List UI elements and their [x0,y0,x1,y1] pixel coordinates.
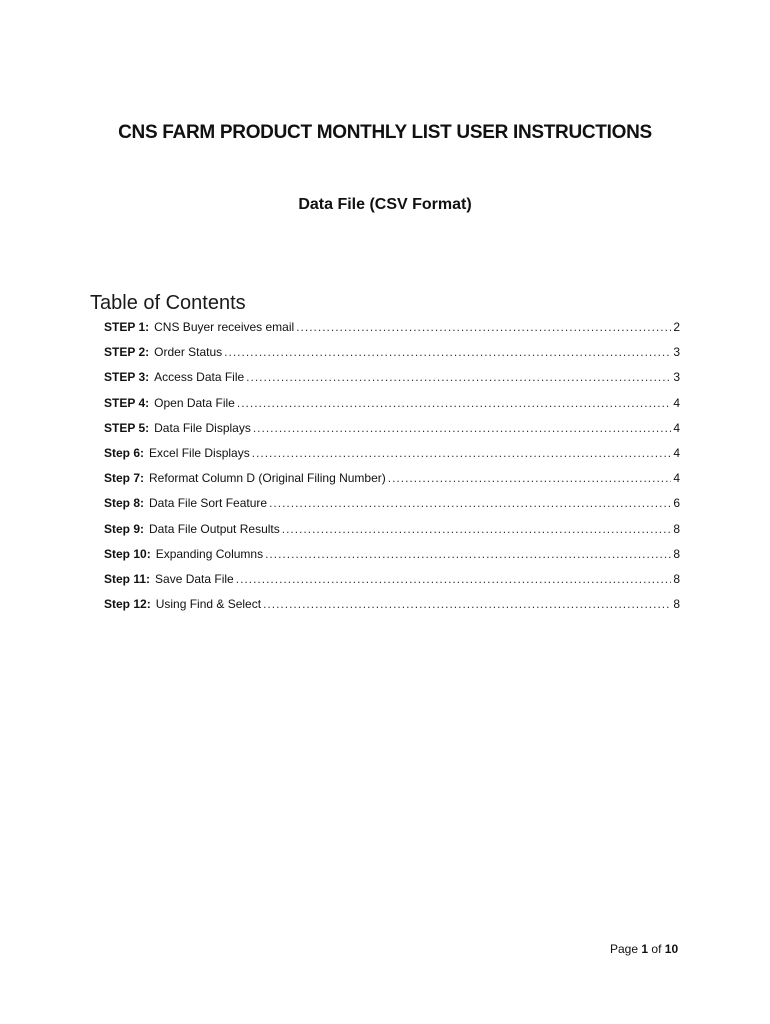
footer-current-page: 1 [641,942,649,956]
toc-entry-step-10[interactable] [104,545,680,570]
toc-entry-step-7[interactable] [104,469,680,494]
toc-page-number: 8 [673,571,680,586]
toc-dot-leader [252,444,672,462]
toc-separator: : [146,597,151,612]
toc-step-label: Step 7 [104,471,141,486]
toc-page-number: 2 [673,320,680,334]
toc-separator: : [140,471,145,486]
toc-dot-leader [237,394,671,412]
page-footer [610,942,678,956]
toc-entry-title: Access Data File [154,370,245,385]
toc-entry-step-9[interactable] [104,520,680,545]
toc-dot-leader [388,469,672,487]
toc-page-number: 3 [673,345,680,360]
toc-step-label: Step 8 [104,496,141,511]
toc-entry-step-3[interactable] [104,368,680,393]
toc-entry-step-2[interactable] [104,343,680,368]
toc-entry-step-1[interactable] [104,318,680,343]
footer-total-pages: 10 [664,942,679,956]
toc-separator: : [140,496,145,511]
toc-page-number: 4 [673,445,680,460]
toc-page-number: 8 [673,597,680,612]
toc-dot-leader [269,494,671,512]
toc-separator: : [145,345,150,360]
toc-separator: : [140,445,145,460]
toc-step-label: Step 9 [104,521,141,536]
toc-step-label: STEP 4 [104,395,146,410]
toc-separator: : [146,571,151,586]
toc-entry-title: Data File Output Results [149,521,280,536]
toc-entry-title: Save Data File [155,571,234,586]
toc-entry-title: Excel File Displays [149,445,250,460]
toc-page-number: 4 [673,395,680,410]
toc-dot-leader [224,343,671,361]
table-of-contents [104,318,680,620]
toc-page-number: 6 [673,496,680,511]
toc-separator: : [145,370,150,385]
toc-step-label: STEP 2 [104,345,146,360]
toc-entry-title: Open Data File [154,395,235,410]
toc-page-number: 3 [673,370,680,385]
toc-step-label: STEP 3 [104,370,146,385]
toc-dot-leader [246,368,671,386]
toc-entry-step-12[interactable] [104,595,680,620]
toc-separator: : [146,546,151,561]
toc-dot-leader [265,545,671,563]
document-title: CNS FARM PRODUCT MONTHLY LIST USER INSTRUCTIONS [118,122,652,143]
toc-page-number: 4 [673,471,680,486]
toc-separator: : [140,521,145,536]
toc-entry-step-6[interactable] [104,444,680,469]
toc-step-label: STEP 5 [104,420,146,435]
toc-separator: : [145,395,150,410]
toc-entry-step-5[interactable] [104,419,680,444]
footer-of-word: of [651,942,662,956]
toc-dot-leader [282,520,672,538]
toc-entry-title: Using Find & Select [155,597,262,612]
toc-entry-title: CNS Buyer receives email [154,320,295,334]
toc-step-label: STEP 1 [104,320,146,334]
toc-dot-leader [296,318,671,336]
footer-page-word: Page [610,942,639,956]
toc-entry-title: Reformat Column D (Original Filing Number) [149,471,386,486]
toc-entry-step-11[interactable] [104,570,680,595]
toc-separator: : [145,320,150,334]
toc-step-label: Step 10 [104,546,147,561]
toc-page-number: 4 [673,420,680,435]
toc-entry-title: Expanding Columns [155,546,264,561]
toc-heading: Table of Contents [90,292,246,314]
toc-step-label: Step 11 [104,571,147,586]
toc-step-label: Step 12 [104,597,147,612]
document-subtitle: Data File (CSV Format) [298,196,472,213]
toc-entry-step-8[interactable] [104,494,680,519]
toc-step-label: Step 6 [104,445,141,460]
toc-page-number: 8 [673,546,680,561]
toc-dot-leader [263,595,671,613]
toc-separator: : [145,420,150,435]
toc-dot-leader [236,570,672,588]
toc-page-number: 8 [673,521,680,536]
toc-entry-title: Order Status [154,345,223,360]
toc-entry-step-4[interactable] [104,394,680,419]
toc-dot-leader [253,419,671,437]
toc-entry-title: Data File Sort Feature [149,496,268,511]
toc-entry-title: Data File Displays [154,420,251,435]
